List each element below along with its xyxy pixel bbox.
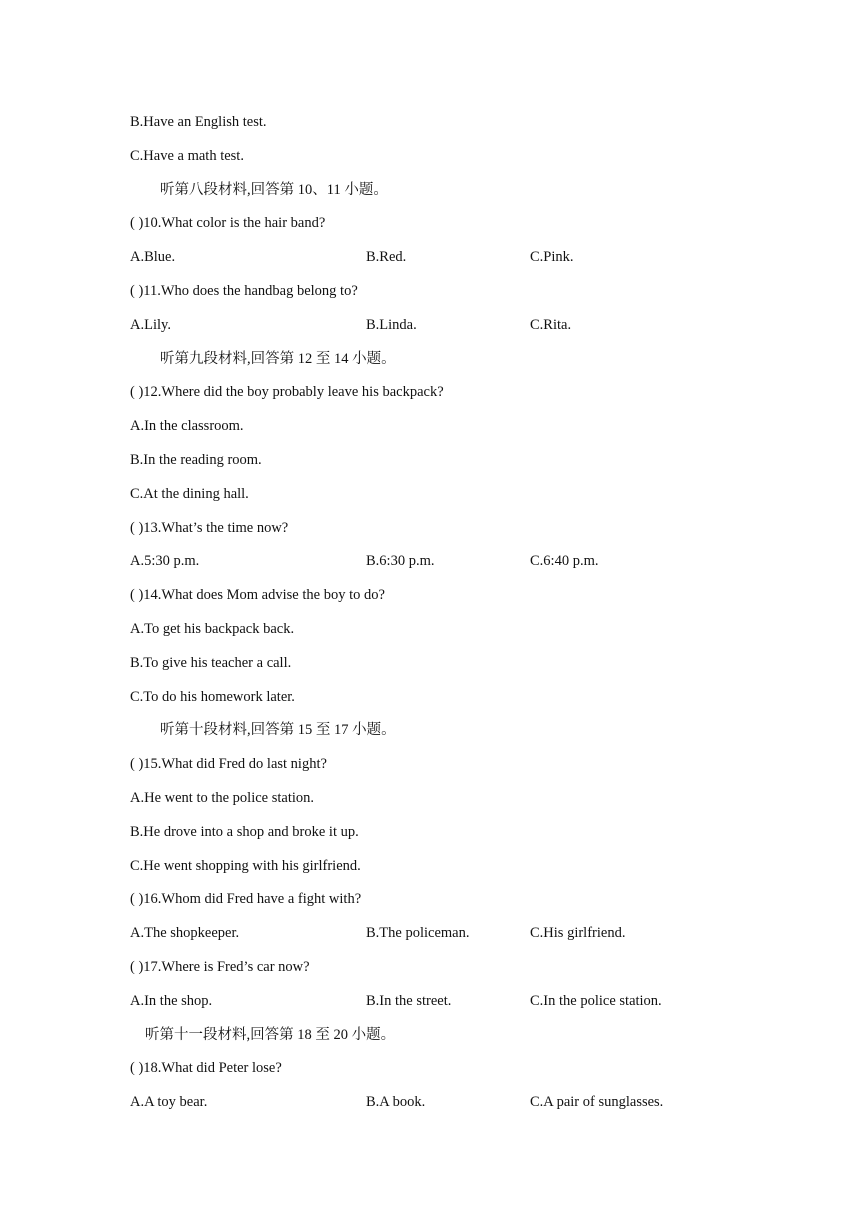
options-row-16 xyxy=(130,921,750,955)
option-b: B.6:30 p.m. xyxy=(366,553,435,570)
option-line xyxy=(130,448,750,482)
option-c: C.A pair of sunglasses. xyxy=(530,1094,664,1111)
option-line xyxy=(130,820,750,854)
question-11 xyxy=(130,279,750,313)
options-row-18 xyxy=(130,1090,750,1124)
option-a: A.To get his backpack back. xyxy=(130,620,295,637)
option-c: C.At the dining hall. xyxy=(130,485,249,502)
question-14 xyxy=(130,583,750,617)
question-18 xyxy=(130,1056,750,1090)
question-text: ( )17.Where is Fred’s car now? xyxy=(130,958,310,975)
question-10 xyxy=(130,211,750,245)
option-b: B.In the street. xyxy=(366,992,452,1009)
option-text: C.Have a math test. xyxy=(130,147,244,164)
option-c: C.His girlfriend. xyxy=(530,925,626,942)
option-b: B.In the reading room. xyxy=(130,451,262,468)
section-heading xyxy=(130,178,750,212)
question-text: ( )10.What color is the hair band? xyxy=(130,215,326,232)
option-b: B.Linda. xyxy=(366,316,417,333)
option-c: C.Pink. xyxy=(530,249,574,266)
section-heading xyxy=(130,347,750,381)
option-a: A.5:30 p.m. xyxy=(130,553,200,570)
question-17 xyxy=(130,955,750,989)
option-a: A.In the shop. xyxy=(130,992,213,1009)
option-c: C.To do his homework later. xyxy=(130,688,295,705)
option-b: B.The policeman. xyxy=(366,925,470,942)
option-c: C.6:40 p.m. xyxy=(530,553,599,570)
option-line xyxy=(130,617,750,651)
question-text: ( )15.What did Fred do last night? xyxy=(130,756,327,773)
section-heading-text: 听第十段材料,回答第 15 至 17 小题。 xyxy=(160,722,396,739)
option-c: C.In the police station. xyxy=(530,992,662,1009)
option-b: B.Red. xyxy=(366,249,407,266)
section-heading xyxy=(130,1023,750,1057)
option-b: B.A book. xyxy=(366,1094,426,1111)
option-b: B.He drove into a shop and broke it up. xyxy=(130,823,359,840)
option-a: A.Blue. xyxy=(130,249,176,266)
option-a: A.The shopkeeper. xyxy=(130,925,240,942)
exam-page xyxy=(130,110,750,1124)
option-a: A.In the classroom. xyxy=(130,418,244,435)
option-line xyxy=(130,685,750,719)
option-line xyxy=(130,651,750,685)
question-12 xyxy=(130,380,750,414)
section-heading xyxy=(130,718,750,752)
options-row-13 xyxy=(130,549,750,583)
options-row-17 xyxy=(130,989,750,1023)
options-row-11 xyxy=(130,313,750,347)
question-13 xyxy=(130,516,750,550)
question-text: ( )11.Who does the handbag belong to? xyxy=(130,282,358,299)
option-b: B.To give his teacher a call. xyxy=(130,654,292,671)
option-c: C.He went shopping with his girlfriend. xyxy=(130,857,361,874)
option-a: A.He went to the police station. xyxy=(130,789,315,806)
question-16 xyxy=(130,887,750,921)
option-line xyxy=(130,482,750,516)
question-text: ( )16.Whom did Fred have a fight with? xyxy=(130,891,362,908)
option-a: A.A toy bear. xyxy=(130,1094,208,1111)
option-line xyxy=(130,786,750,820)
option-text: B.Have an English test. xyxy=(130,114,267,130)
section-heading-text: 听第十一段材料,回答第 18 至 20 小题。 xyxy=(145,1026,396,1043)
question-text: ( )13.What’s the time now? xyxy=(130,519,289,536)
section-heading-text: 听第八段材料,回答第 10、11 小题。 xyxy=(160,181,388,198)
question-15 xyxy=(130,752,750,786)
question-text: ( )12.Where did the boy probably leave his backpack? xyxy=(130,384,444,401)
option-line xyxy=(130,144,750,178)
question-text: ( )14.What does Mom advise the boy to do? xyxy=(130,587,385,604)
option-line xyxy=(130,110,750,144)
options-row-10 xyxy=(130,245,750,279)
option-a: A.Lily. xyxy=(130,316,171,333)
option-line xyxy=(130,854,750,888)
option-c: C.Rita. xyxy=(530,316,572,333)
question-text: ( )18.What did Peter lose? xyxy=(130,1060,282,1077)
section-heading-text: 听第九段材料,回答第 12 至 14 小题。 xyxy=(160,350,396,367)
option-line xyxy=(130,414,750,448)
